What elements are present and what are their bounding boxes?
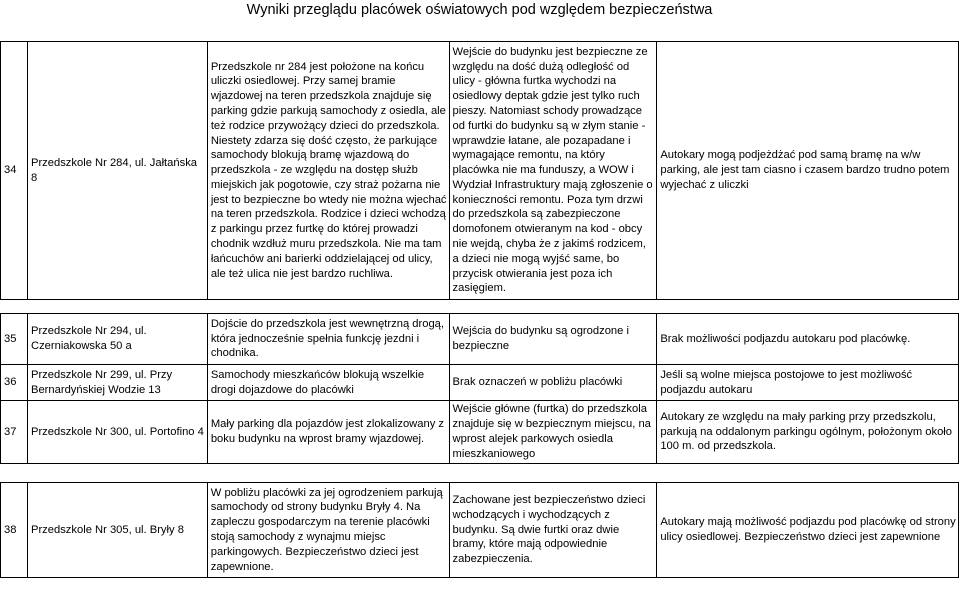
access-road-description: Dojście do przedszkola jest wewnętrzną drogą, która jednocześnie spełnia funkcję jezdni i chodnika.: [207, 314, 449, 365]
inspection-table-1: [0, 41, 959, 300]
entrance-safety-description: Wejście do budynku jest bezpieczne ze względu na dość dużą odległość od ulicy - główna furtka wychodzi na osiedlowy deptak gdzie jest tylko ruch pieszy. Natomiast schody prowadzące od furtki do budynku są w złym stanie - wprawdzie łatane, ale pozapadane i wymagające remontu, na który placówka nie ma funduszy, a WOW i Wydział Infrastruktury mają zgłoszenie o konieczności remontu. Poza tym drzwi do przedszkola są zabezpieczone domofonem otwieranym na kod - obcy nie wejdą, chyba że z jakimś rodzicem, a dzieci nie mogą wyjść same, bo przycisk otwierania jest poza ich zasięgiem.: [449, 42, 657, 300]
table-row: [1, 42, 959, 300]
school-name: Przedszkole Nr 300, ul. Portofino 4: [27, 401, 207, 464]
table-row: [1, 314, 959, 365]
entrance-safety-description: Wejście główne (furtka) do przedszkola znajduje się w bezpiecznym miejscu, na wprost alejek parkowych osiedla mieszkaniowego: [449, 401, 657, 464]
inspection-table-3: [0, 482, 959, 578]
entrance-safety-description: Wejścia do budynku są ogrodzone i bezpieczne: [449, 314, 657, 365]
bus-access-description: Brak możliwości podjazdu autokaru pod placówkę.: [657, 314, 959, 365]
table-row: [1, 483, 959, 578]
school-name: Przedszkole Nr 294, ul. Czerniakowska 50 a: [27, 314, 207, 365]
table-row: [1, 401, 959, 464]
school-name: Przedszkole Nr 305, ul. Bryły 8: [27, 483, 207, 578]
row-number: 34: [1, 42, 28, 300]
bus-access-description: Autokary mają możliwość podjazdu pod placówkę od strony ulicy osiedlowej. Bezpieczeństwo dzieci jest zapewnione: [657, 483, 959, 578]
bus-access-description: Autokary ze względu na mały parking przy przedszkolu, parkują na oddalonym parkingu ogólnym, położonym około 100 m. od przedszkola.: [657, 401, 959, 464]
row-number: 37: [1, 401, 28, 464]
entrance-safety-description: Zachowane jest bezpieczeństwo dzieci wchodzących i wychodzących z budynku. Są dwie furtki oraz dwie bramy, które mają odpowiednie zabezpieczenia.: [449, 483, 657, 578]
bus-access-description: Jeśli są wolne miejsca postojowe to jest możliwość podjazdu autokaru: [657, 365, 959, 401]
school-name: Przedszkole Nr 299, ul. Przy Bernardyńskiej Wodzie 13: [27, 365, 207, 401]
entrance-safety-description: Brak oznaczeń w pobliżu placówki: [449, 365, 657, 401]
access-road-description: W pobliżu placówki za jej ogrodzeniem parkują samochody od strony budynku Bryły 4. Na zapleczu gospodarczym na terenie placówki stoją samochody z wynajmu miejsc parkingowych. Bezpieczeństwo dzieci jest zapewnione.: [207, 483, 449, 578]
school-name: Przedszkole Nr 284, ul. Jałtańska 8: [27, 42, 207, 300]
page-title: Wyniki przeglądu placówek oświatowych pod względem bezpieczeństwa: [246, 2, 713, 18]
access-road-description: Mały parking dla pojazdów jest zlokalizowany z boku budynku na wprost bramy wjazdowej.: [207, 401, 449, 464]
table-row: [1, 365, 959, 401]
access-road-description: Przedszkole nr 284 jest położone na końcu uliczki osiedlowej. Przy samej bramie wjazdowej na teren przedszkola znajduje się parking gdzie parkują samochody z osiedla, ale też rodzice przywożący dzieci do przedszkola. Niestety zdarza się dość często, że parkujące samochody blokują bramę wjazdową do przedszkola - ze względu na dostęp służb miejskich jak pogotowie, czy straż pożarna nie jest to bezpieczne bo wtedy nie można wjechać na teren przedszkola. Rodzice i dzieci wchodzą z parkingu przez furtkę do której prowadzi chodnik wzdłuż muru przedszkola. Nie ma tam łańcuchów ani barierki oddzielającej od ulicy, ale też ulica nie jest bardzo ruchliwa.: [207, 42, 449, 300]
row-number: 35: [1, 314, 28, 365]
access-road-description: Samochody mieszkańców blokują wszelkie drogi dojazdowe do placówki: [207, 365, 449, 401]
row-number: 38: [1, 483, 28, 578]
inspection-table-2: [0, 313, 959, 464]
bus-access-description: Autokary mogą podjeżdżać pod samą bramę na w/w parking, ale jest tam ciasno i czasem bardzo trudno potem wyjechać z uliczki: [657, 42, 959, 300]
row-number: 36: [1, 365, 28, 401]
